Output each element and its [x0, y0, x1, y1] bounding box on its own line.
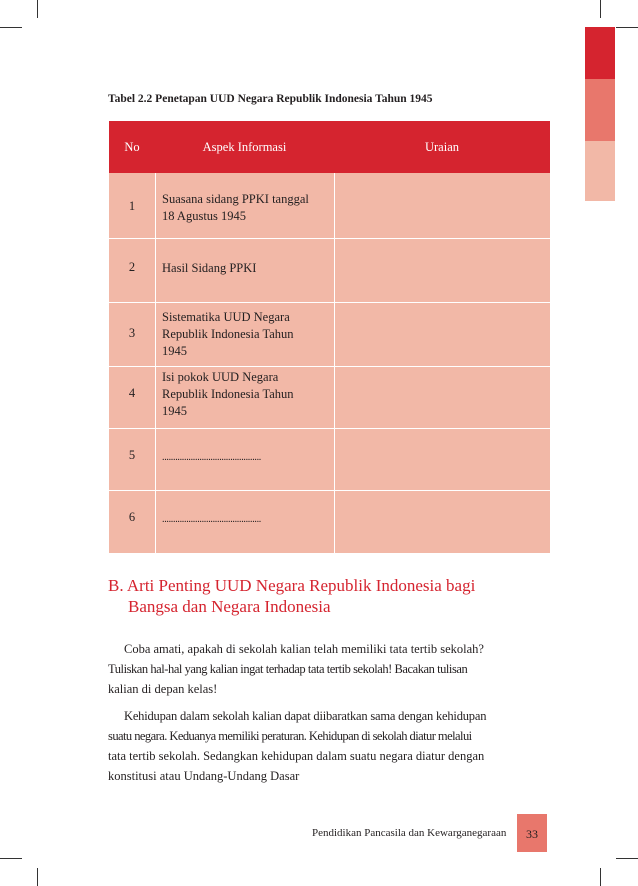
- info-table: [109, 121, 550, 553]
- row-aspek: [162, 369, 342, 420]
- para-line: Kehidupan dalam sekolah kalian dapat diibaratkan sama dengan kehidupan: [124, 709, 487, 723]
- chapter-tab-light: [585, 141, 615, 201]
- table-header: [109, 121, 550, 173]
- row-aspek: [162, 260, 342, 277]
- para-line: kalian di depan kelas!: [108, 682, 218, 696]
- aspek-line: Suasana sidang PPKI tanggal: [162, 192, 309, 206]
- row-divider: [109, 302, 550, 303]
- crop-mark: [0, 858, 22, 859]
- aspek-line: 1945: [162, 404, 187, 418]
- chapter-tab-mid: [585, 79, 615, 141]
- crop-mark: [37, 0, 38, 18]
- aspek-line: .............................................: [162, 514, 262, 525]
- row-aspek: [162, 309, 342, 360]
- aspek-line: Hasil Sidang PPKI: [162, 261, 257, 275]
- crop-mark: [616, 27, 638, 28]
- header-no: No: [124, 140, 140, 154]
- row-divider: [109, 428, 550, 429]
- crop-mark: [600, 868, 601, 886]
- para-line: Tuliskan hal-hal yang kalian ingat terhadap tata tertib sekolah! Bacakan tulisan: [108, 662, 468, 676]
- column-divider: [155, 173, 156, 553]
- heading-line: B. Arti Penting UUD Negara Republik Indonesia bagi: [108, 576, 476, 595]
- aspek-line: Sistematika UUD Negara: [162, 310, 290, 324]
- crop-mark: [0, 27, 22, 28]
- para-line: konstitusi atau Undang-Undang Dasar: [108, 769, 300, 783]
- row-number: 3: [128, 326, 136, 340]
- aspek-line: Republik Indonesia Tahun: [162, 327, 294, 341]
- aspek-line: 1945: [162, 344, 187, 358]
- para-line: Coba amati, apakah di sekolah kalian telah memiliki tata tertib sekolah?: [124, 642, 484, 656]
- row-divider: [109, 366, 550, 367]
- row-divider: [109, 490, 550, 491]
- para-line: suatu negara. Keduanya memiliki peraturan. Kehidupan di sekolah diatur melalui: [108, 729, 472, 743]
- header-aspek: Aspek Informasi: [202, 140, 287, 154]
- heading-line: Bangsa dan Negara Indonesia: [128, 597, 331, 616]
- row-number: 5: [128, 448, 136, 462]
- row-number: 6: [128, 510, 136, 524]
- aspek-line: Isi pokok UUD Negara: [162, 370, 279, 384]
- row-aspek: [162, 511, 342, 528]
- para-line: tata tertib sekolah. Sedangkan kehidupan dalam suatu negara diatur dengan: [108, 749, 485, 763]
- page-number: 33: [526, 827, 538, 841]
- aspek-line: 18 Agustus 1945: [162, 209, 247, 223]
- aspek-line: .............................................: [162, 452, 262, 463]
- paragraph: [108, 639, 548, 699]
- aspek-line: Republik Indonesia Tahun: [162, 387, 294, 401]
- footer-book-title: Pendidikan Pancasila dan Kewarganegaraan: [312, 827, 507, 839]
- row-aspek: [162, 449, 342, 466]
- header-uraian: Uraian: [424, 140, 459, 154]
- table-caption: Tabel 2.2 Penetapan UUD Negara Republik Indonesia Tahun 1945: [108, 93, 433, 105]
- row-number: 4: [128, 386, 136, 400]
- section-heading: [108, 575, 475, 617]
- paragraph: [108, 706, 548, 786]
- chapter-tab-dark: [585, 27, 615, 79]
- row-divider: [109, 238, 550, 239]
- row-number: 1: [128, 199, 136, 213]
- row-aspek: [162, 191, 342, 225]
- crop-mark: [37, 868, 38, 886]
- crop-mark: [616, 858, 638, 859]
- row-number: 2: [128, 260, 136, 274]
- column-divider: [334, 173, 335, 553]
- crop-mark: [600, 0, 601, 18]
